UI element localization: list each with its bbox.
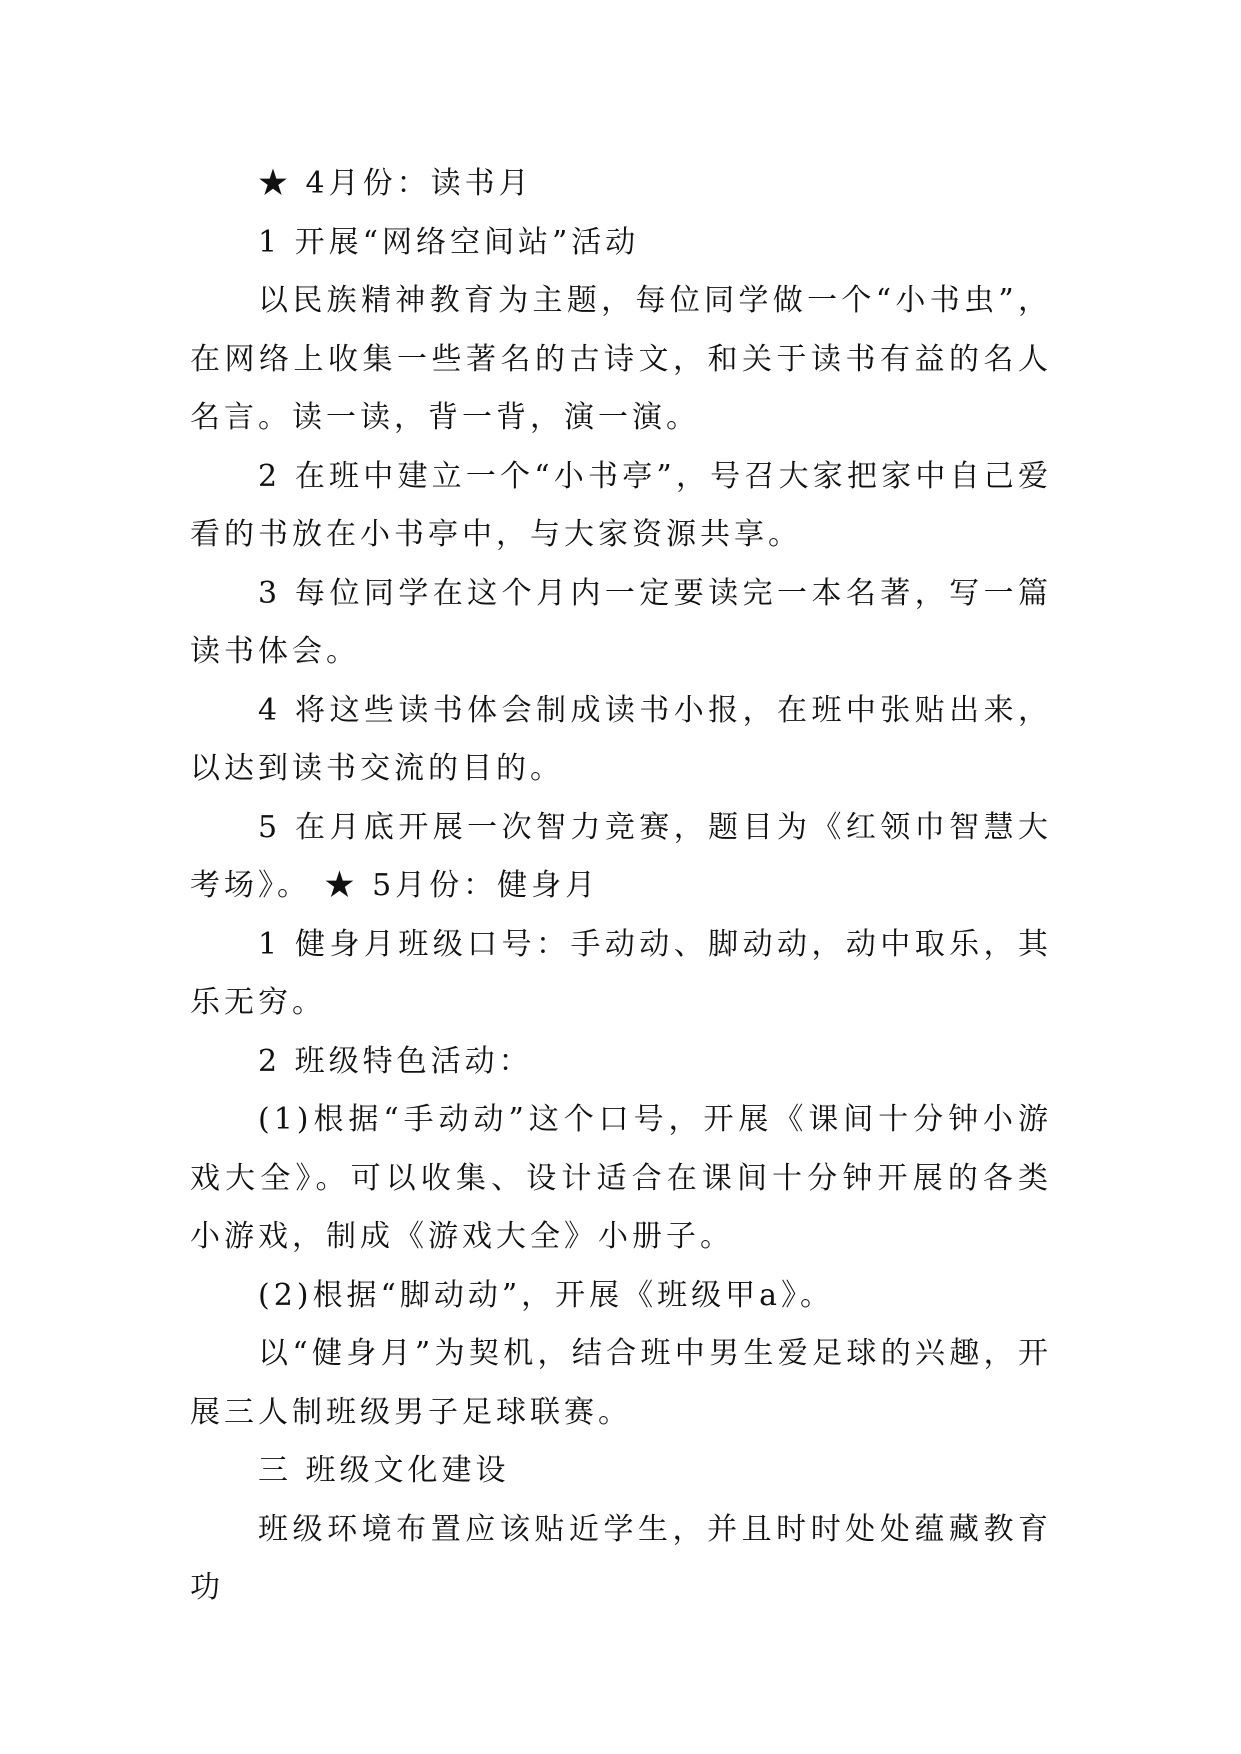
section-heading-class-culture: 三 班级文化建设 — [258, 1453, 510, 1488]
paragraph: (1)根据“手动动”这个口号，开展《课间十分钟小游戏大全》。可以收集、设计适合在课间十分钟开展的各类小游戏，制成《游戏大全》小册子。 — [190, 1102, 1052, 1254]
paragraph: 以民族精神教育为主题，每位同学做一个“小书虫”，在网络上收集一些著名的古诗文，和关于读书有益的名人名言。读一读，背一背，演一演。 — [190, 283, 1052, 435]
paragraph: 1 健身月班级口号：手动动、脚动动，动中取乐，其乐无穷。 — [190, 926, 1052, 1020]
paragraph: (2)根据“脚动动”，开展《班级甲a》。 — [258, 1277, 835, 1313]
paragraph: 1 开展“网络空间站”活动 — [258, 224, 640, 260]
paragraph: 4 将这些读书体会制成读书小报，在班中张贴出来，以达到读书交流的目的。 — [190, 692, 1052, 786]
paragraph: 2 在班中建立一个“小书亭”，号召大家把家中自己爱看的书放在小书亭中，与大家资源共享。 — [190, 458, 1052, 552]
paragraph: 2 班级特色活动： — [258, 1043, 533, 1079]
paragraph: 班级环境布置应该贴近学生，并且时时处处蕴藏教育功 — [190, 1511, 1052, 1605]
paragraph: 5 在月底开展一次智力竞赛，题目为《红领巾智慧大考场》。 ★ 5月份：健身月 — [190, 809, 1052, 903]
paragraph: 以“健身月”为契机，结合班中男生爱足球的兴趣，开展三人制班级男子足球联赛。 — [190, 1336, 1052, 1430]
document-body — [190, 155, 1052, 1618]
heading-april-reading-month: ★ 4月份：读书月 — [258, 166, 533, 201]
paragraph: 3 每位同学在这个月内一定要读完一本名著，写一篇读书体会。 — [190, 575, 1052, 669]
